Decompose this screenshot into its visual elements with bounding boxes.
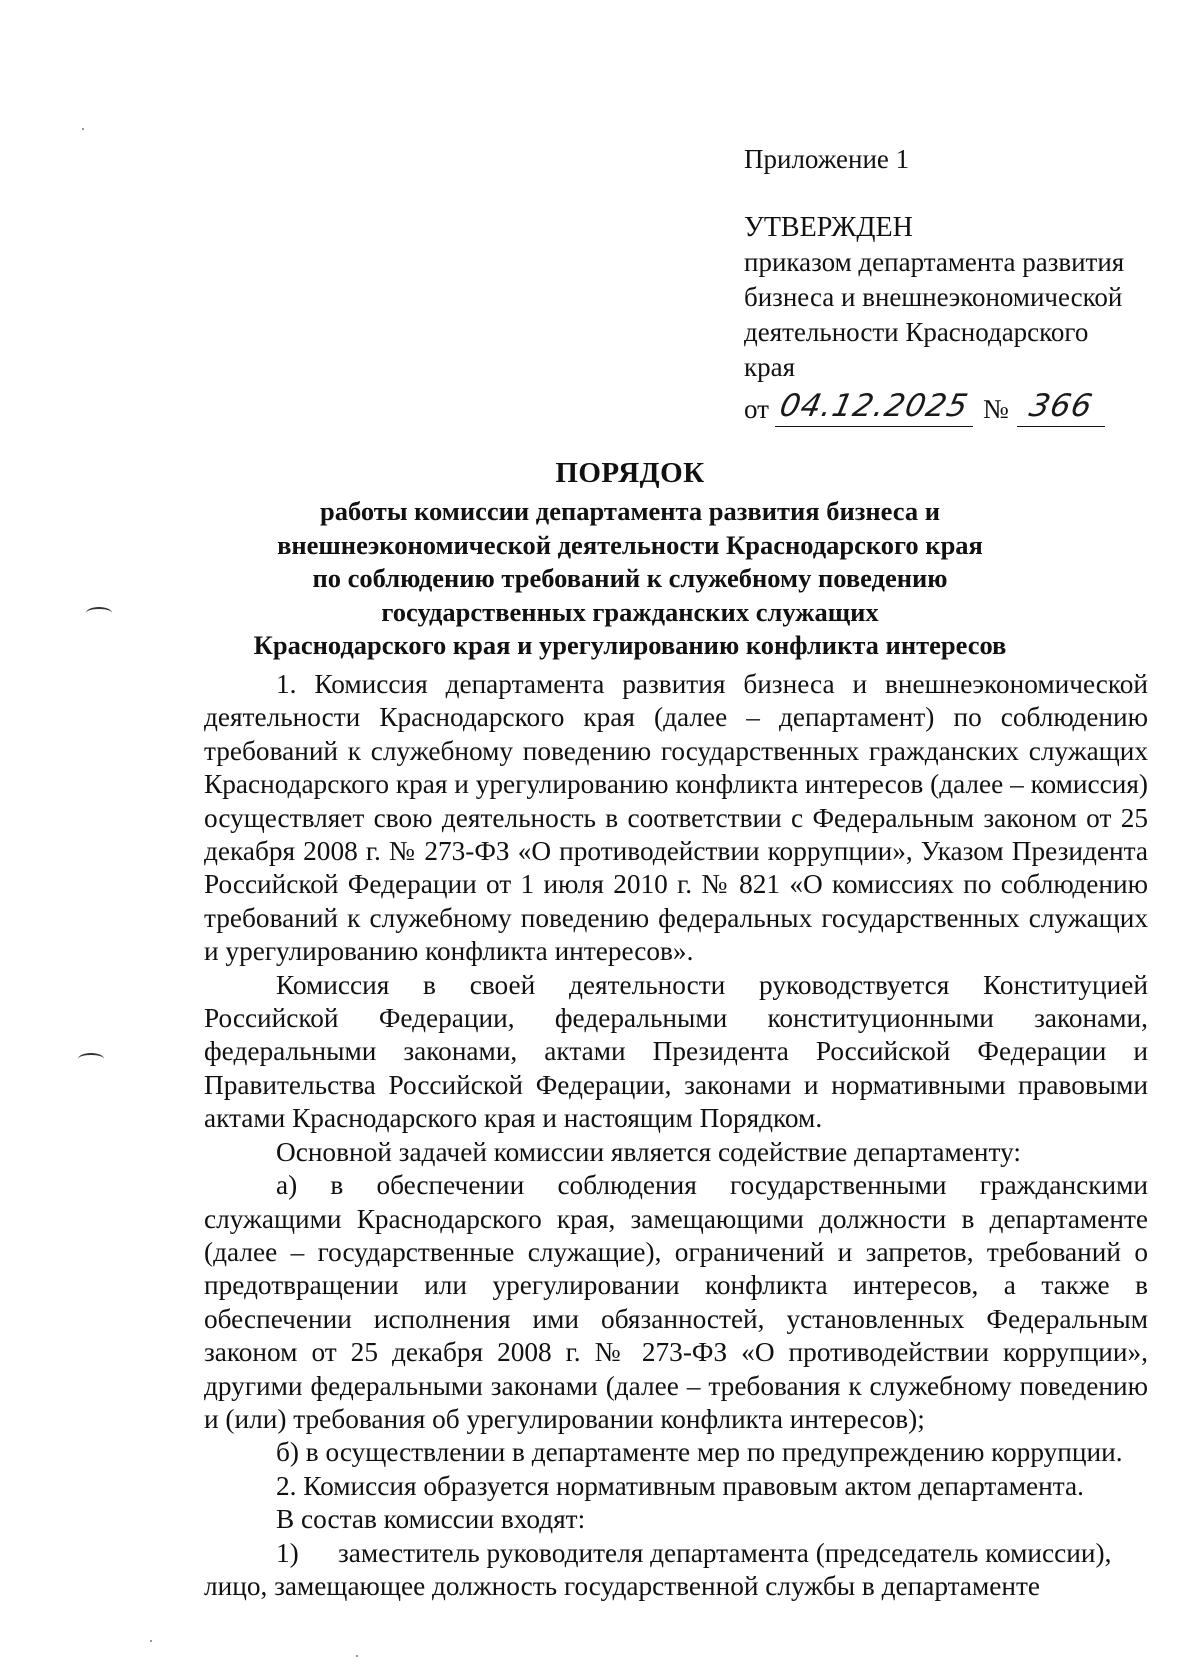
title-line: Краснодарского края и урегулированию конфликта интересов [253, 630, 1007, 661]
paragraph: 1. Комиссия департамента развития бизнеса и внешнеэкономической деятельности Краснодарского края (далее – департамент) по соблюдению требований к служебному поведению государственных гражданских служащих Краснодарского края и урегулированию конфликта интересов (далее – комиссия) осуществляет свою деятельность в соответствии с Федеральным законом от 25 декабря 2008 г. № 273-ФЗ «О противодействии коррупции», Указом Президента Российской Федерации от 1 июля 2010 г. № 821 «О комиссиях по соблюдению требований к служебному поведению федеральных государственных служащих и урегулированию конфликта интересов». [204, 669, 1148, 967]
approved-by-line: бизнеса и внешнеэкономической [744, 282, 1123, 312]
approval-header [744, 142, 1144, 427]
title-subtitle [130, 495, 1130, 663]
paragraph: В состав комиссии входят: [276, 1504, 586, 1535]
scan-speck [82, 128, 84, 130]
paragraph: Комиссия в своей деятельности руководствуется Конституцией Российской Федерации, федеральными конституционными законами, федеральными законами, актами Президента Российской Федерации и Правительства Российской Федерации, законами и нормативными правовыми актами Краснодарского края и настоящим Порядком. [204, 969, 1148, 1134]
number-sign: № [982, 394, 1009, 424]
paragraph: а) в обеспечении соблюдения государственными гражданскими служащими Краснодарского края, замещающими должности в департаменте (далее – государственные служащие), ограничений и запретов, требований о предотвращении или урегулировании конфликта интересов, а также в обеспечении исполнения ими обязанностей, установленных Федеральным законом от 25 декабря 2008 г. № 273-ФЗ «О противодействии коррупции», другими федеральными законами (далее – требования к служебному поведению и (или) требования об урегулировании конфликта интересов); [204, 1170, 1148, 1434]
title-line: по соблюдению требований к служебному поведению [312, 563, 948, 594]
scan-speck [150, 1640, 152, 1642]
paragraph: б) в осуществлении в департаменте мер по предупреждению коррупции. [276, 1437, 1123, 1468]
list-item-text: заместитель руководителя департамента (председатель комиссии), [338, 1537, 1112, 1568]
paragraph: Основной задачей комиссии является содействие департаменту: [276, 1136, 1021, 1167]
margin-mark [78, 1053, 104, 1065]
paragraph-continuation: лицо, замещающее должность государственной службы в департаменте [204, 1570, 1041, 1601]
approved-label: УТВЕРЖДЕН [744, 212, 913, 243]
paragraph: 2. Комиссия образуется нормативным правовым актом департамента. [276, 1470, 1084, 1501]
order-number-handwritten: 366 [1025, 388, 1096, 424]
list-item-number: 1) [276, 1537, 299, 1568]
list-item [204, 1537, 1148, 1570]
approved-by-line: приказом департамента развития [744, 247, 1125, 277]
title-line: работы комиссии департамента развития бизнеса и [320, 496, 940, 526]
order-date-handwritten: 04.12.2025 [776, 388, 972, 424]
scan-speck [356, 1655, 358, 1657]
document-title [130, 455, 1130, 663]
order-date-field [775, 388, 973, 427]
document-body [204, 668, 1148, 1603]
title-line: государственных гражданских служащих [381, 596, 879, 627]
title-line: внешнеэкономической деятельности Краснодарского края [277, 529, 983, 560]
approved-by-line: деятельности Краснодарского [744, 317, 1089, 347]
date-prefix: от [744, 394, 769, 424]
title-main: ПОРЯДОК [555, 457, 705, 489]
approved-by-line: края [744, 352, 796, 382]
order-date-number-line [744, 387, 1144, 427]
margin-mark [86, 607, 112, 619]
order-number-field [1017, 388, 1105, 427]
appendix-label: Приложение 1 [744, 144, 910, 174]
